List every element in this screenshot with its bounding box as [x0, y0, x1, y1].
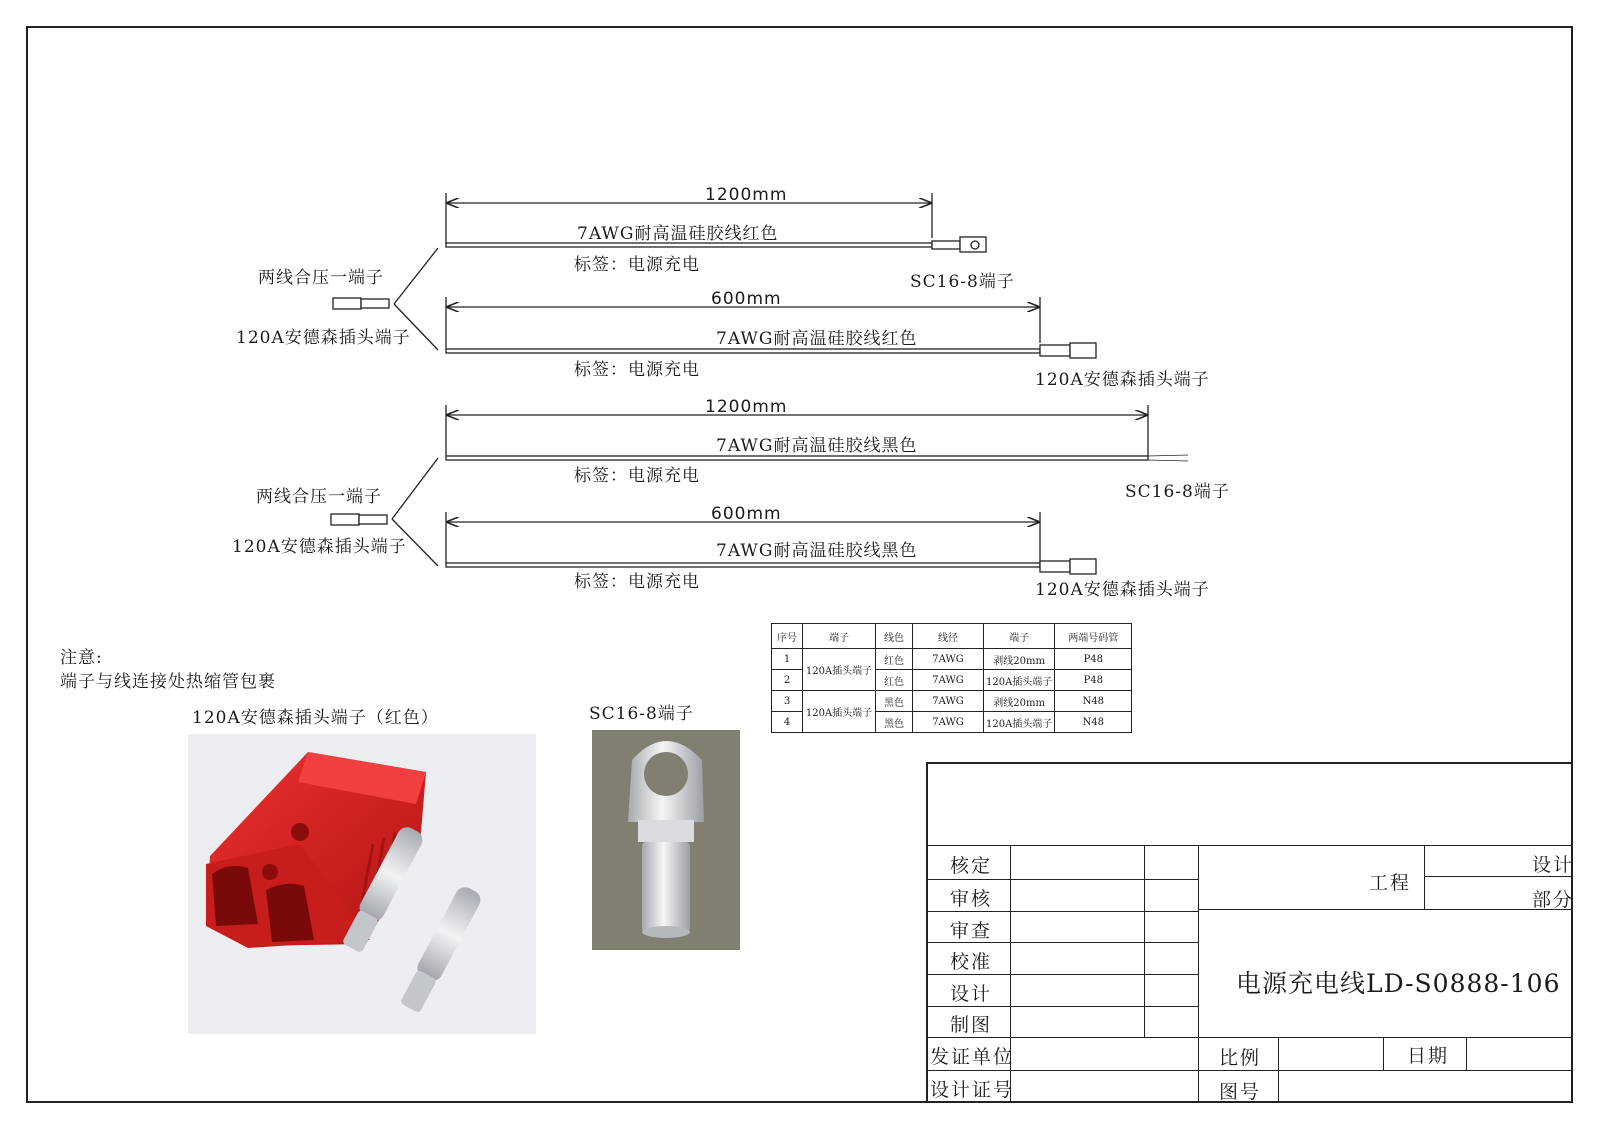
wire-4	[446, 563, 1040, 567]
wire-2-length: 600mm	[711, 289, 782, 309]
spec-header-no: 序号	[772, 624, 803, 649]
wire-3-spec: 7AWG耐高温硅胶线黑色	[716, 436, 918, 456]
wire-4-spec: 7AWG耐高温硅胶线黑色	[716, 541, 918, 561]
label-scale: 比例	[1219, 1047, 1262, 1069]
spec-header-color: 线色	[876, 624, 913, 649]
anderson-photo-caption: 120A安德森插头端子（红色）	[192, 708, 439, 728]
table-row: 3 120A插头端子 黑色 7AWG 剥线20mm N48	[772, 691, 1132, 712]
table-row: 1 120A插头端子 红色 7AWG 剥线20mm P48	[772, 649, 1132, 670]
crimp-terminal-1	[333, 298, 361, 309]
wire-4-tag: 标签：电源充电	[574, 572, 700, 592]
label-project: 工程	[1369, 872, 1412, 894]
wire-2-tag: 标签：电源充电	[574, 360, 700, 380]
label-part: 部分	[1532, 889, 1575, 911]
wire-4-length: 600mm	[711, 504, 782, 524]
spec-table-header-row	[772, 624, 1132, 649]
wire-3-tag: 标签：电源充电	[574, 466, 700, 486]
table-row: 4 黑色 7AWG 120A插头端子 N48	[772, 712, 1132, 733]
group-1-crimp-label: 两线合压一端子	[258, 268, 384, 288]
spec-header-sleeve: 两端号码管	[1055, 624, 1132, 649]
wire-4-end-terminal: 120A安德森插头端子	[1035, 580, 1210, 600]
note-text: 端子与线连接处热缩管包裹	[60, 672, 276, 692]
drawing-title: 电源充电线LD-S0888-106	[1236, 969, 1561, 998]
wire-1-length: 1200mm	[705, 185, 788, 205]
sc-photo-caption: SC16-8端子	[589, 704, 694, 724]
label-review: 审核	[950, 888, 993, 910]
label-check: 审查	[950, 920, 993, 942]
label-date: 日期	[1407, 1045, 1450, 1067]
wire-3-end-terminal: SC16-8端子	[1125, 482, 1230, 502]
wire-3	[446, 456, 1148, 460]
label-design: 设计	[950, 983, 993, 1005]
table-row: 2 红色 7AWG 120A插头端子 P48	[772, 670, 1132, 691]
label-drawing-no: 图号	[1219, 1081, 1262, 1103]
group-2-plug-label: 120A安德森插头端子	[232, 537, 407, 557]
label-cert-no: 设计证号	[930, 1079, 1015, 1101]
wire-2-spec: 7AWG耐高温硅胶线红色	[716, 329, 918, 349]
group-1-plug-label: 120A安德森插头端子	[236, 328, 411, 348]
wire-1-spec: 7AWG耐高温硅胶线红色	[577, 224, 779, 244]
title-block	[926, 762, 1573, 1103]
wire-2	[446, 349, 1040, 353]
spec-header-terminal-a: 端子	[803, 624, 876, 649]
wire-1-end-terminal: SC16-8端子	[910, 272, 1015, 292]
crimp-terminal-2	[331, 514, 359, 525]
label-design-right: 设计	[1532, 854, 1575, 876]
label-issuer: 发证单位	[930, 1046, 1015, 1068]
sc-terminal-1	[932, 241, 960, 249]
wire-2-end-terminal: 120A安德森插头端子	[1035, 370, 1210, 390]
spec-header-gauge: 线径	[913, 624, 984, 649]
note-title: 注意:	[60, 648, 103, 668]
wire-3-length: 1200mm	[705, 397, 788, 417]
anderson-terminal-2	[1040, 345, 1070, 356]
wire-1-tag: 标签：电源充电	[574, 255, 700, 275]
anderson-connector-photo	[188, 734, 536, 1034]
group-2-crimp-label: 两线合压一端子	[256, 487, 382, 507]
spec-table	[771, 623, 1132, 733]
anderson-terminal-4	[1040, 561, 1070, 572]
label-verify: 校准	[950, 951, 993, 973]
sc-terminal-photo	[592, 730, 740, 950]
spec-header-terminal-b: 端子	[984, 624, 1055, 649]
label-approve: 核定	[950, 855, 993, 877]
label-drafted: 制图	[950, 1014, 993, 1036]
